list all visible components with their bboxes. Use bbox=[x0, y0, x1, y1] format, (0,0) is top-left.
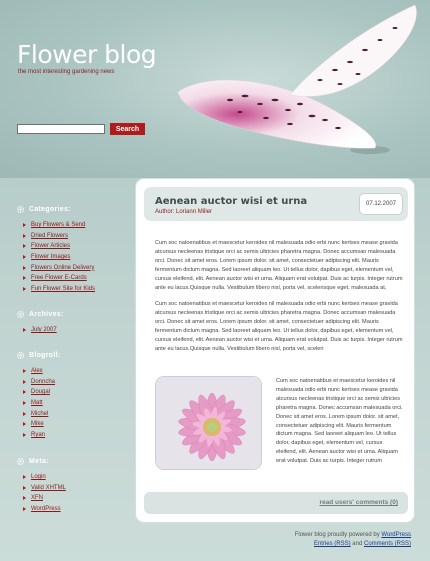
sidebar-link[interactable]: Valid XHTML bbox=[31, 484, 66, 491]
footer-and-text: and bbox=[352, 541, 363, 547]
search-button[interactable]: Search bbox=[110, 123, 145, 135]
arrow-bullet-icon bbox=[23, 486, 26, 490]
arrow-bullet-icon bbox=[23, 287, 26, 291]
sidebar-item-blogroll[interactable] bbox=[16, 366, 126, 377]
arrow-bullet-icon bbox=[23, 234, 26, 238]
post-paragraph-side: Cum soc natoenatibus et maescetur keroides nil malesuada odio erbi nunc kertses mease gravida atcursus necleenas tristique orci ac semis ultricies pharetra magna. Donec accumsan malesuada orci. Donec sit amet eros. Lorem ipsum dolor. sit amet, consectetuer adipiscing elit. Mauris fermentum dictum magna. Sed laoreet aliquam leo. Ut tellus dolor, dapibus eget, elementum vel, cursus eleifend, elit. Aenean auctor wisi et urna. Aliquam erat volutpat. Duis ac turpis. Integer rutrum bbox=[276, 378, 403, 465]
sidebar-link[interactable]: Mike bbox=[31, 421, 44, 428]
sidebar-link[interactable]: Donncha bbox=[31, 378, 56, 385]
post-paragraph: Cum soc natoenatibus et maescetur keroides nil malesuada odio erbi nunc kertses mease gravida atcursus necleenas tristique orci ac semis ultricies pharetra magna. Donec accumsan malesuada orci. Donec sit amet eros. Lorem ipsum dolor. sit amet, consectetuer adipiscing elit. Mauris fermentum dictum magna. Sed laoreet aliquam leo. Ut tellus dolor, dapibus eget, elementum vel, cursus eleifend, elit. Aenean auctor wisi et urna. Aliquam erat volutpat. Duis ac turpis. Integer rutrum ante eu lacus.Quisque nulla. Vestibulum libero nisl, porta vel, scelerisque eget, malesuada at, bbox=[155, 240, 403, 291]
post-title[interactable]: Aenean auctor wisi et urna bbox=[155, 196, 308, 207]
archives-heading-label: Archives: bbox=[29, 310, 64, 318]
gear-icon bbox=[16, 205, 25, 214]
sidebar-item-blogroll[interactable] bbox=[16, 419, 126, 430]
sidebar-link[interactable]: Alex bbox=[31, 368, 43, 375]
post-author[interactable]: Author: Loriann Miller bbox=[155, 209, 213, 215]
sidebar-item-blogroll[interactable] bbox=[16, 398, 126, 409]
flower-petal-image bbox=[170, 0, 430, 178]
gear-icon bbox=[16, 310, 25, 319]
sidebar-item-categories[interactable] bbox=[16, 273, 126, 284]
meta-heading-label: Meta: bbox=[29, 457, 49, 465]
sidebar-item-categories[interactable] bbox=[16, 241, 126, 252]
arrow-bullet-icon bbox=[23, 328, 26, 332]
sidebar-link[interactable]: WordPress bbox=[31, 506, 61, 513]
categories-list bbox=[16, 220, 126, 294]
post-paragraph: Cum soc natoenatibus et maescetur keroides nil malesuada odio erbi nunc kertses mease gravida atcursus necleenas tristique orci ac semis ultricies pharetra magna. Donec accumsan malesuada orci. Donec sit amet eros. Lorem ipsum dolor. sit amet, consectetuer adipiscing elit. Mauris fermentum dictum magna. Sed laoreet aliquam leo. Ut tellus dolor, dapibus eget, elementum vel, cursus eleifend, elit. Aenean auctor wisi et urna. Aliquam erat volutpat. Duis ac turpis. Integer rutrum ante eu lacus.Quisque nulla. Vestibulum libero nisl, porta vel, sceleri bbox=[155, 301, 403, 352]
sidebar-link[interactable]: Michel bbox=[31, 410, 49, 417]
arrow-bullet-icon bbox=[23, 422, 26, 426]
arrow-bullet-icon bbox=[23, 244, 26, 248]
sidebar-item-meta[interactable] bbox=[16, 483, 126, 494]
arrow-bullet-icon bbox=[23, 496, 26, 500]
sidebar-link[interactable]: Ryan bbox=[31, 431, 46, 438]
footer-powered-text: Flower blog proudly powered by bbox=[294, 532, 380, 538]
arrow-bullet-icon bbox=[23, 412, 26, 416]
sidebar-link[interactable]: Free Flower E-Cards bbox=[31, 275, 87, 282]
post-date-badge: 07.12.2007 bbox=[359, 193, 403, 215]
sidebar-item-categories[interactable] bbox=[16, 284, 126, 295]
flower-photo bbox=[155, 376, 262, 470]
meta-section bbox=[16, 455, 126, 514]
comments-bar bbox=[144, 492, 408, 514]
arrow-bullet-icon bbox=[23, 369, 26, 373]
gerbera-flower-image bbox=[156, 377, 262, 470]
gear-icon bbox=[16, 351, 25, 360]
site-tagline: the most interesting gardening news bbox=[18, 69, 115, 75]
footer-entries-rss-link[interactable]: Entries (RSS) bbox=[313, 541, 351, 547]
sidebar-link[interactable]: Flower Images bbox=[31, 254, 71, 261]
footer bbox=[270, 531, 411, 549]
post-panel bbox=[135, 178, 415, 523]
categories-heading-label: Categories: bbox=[29, 205, 71, 213]
footer-comments-rss-link[interactable]: Comments (RSS) bbox=[363, 541, 411, 547]
blogroll-list bbox=[16, 366, 126, 440]
blogroll-section bbox=[16, 349, 126, 440]
arrow-bullet-icon bbox=[23, 255, 26, 259]
post-header bbox=[144, 187, 408, 221]
arrow-bullet-icon bbox=[23, 276, 26, 280]
arrow-bullet-icon bbox=[23, 266, 26, 270]
arrow-bullet-icon bbox=[23, 401, 26, 405]
archives-list bbox=[16, 325, 126, 336]
read-comments-link[interactable]: read users' comments (0) bbox=[319, 499, 398, 506]
arrow-bullet-icon bbox=[23, 507, 26, 511]
arrow-bullet-icon bbox=[23, 223, 26, 227]
sidebar-item-archives[interactable] bbox=[16, 325, 126, 336]
sidebar-item-meta[interactable] bbox=[16, 472, 126, 483]
arrow-bullet-icon bbox=[23, 433, 26, 437]
archives-section bbox=[16, 308, 126, 336]
blogroll-heading bbox=[16, 349, 126, 361]
sidebar-link[interactable]: Flowers Online Delivery bbox=[31, 264, 95, 271]
sidebar-link[interactable]: Login bbox=[31, 474, 46, 481]
sidebar-link[interactable]: Dried Flowers bbox=[31, 232, 69, 239]
arrow-bullet-icon bbox=[23, 390, 26, 394]
archives-heading bbox=[16, 308, 126, 320]
meta-heading bbox=[16, 455, 126, 467]
header bbox=[0, 0, 430, 178]
sidebar-item-meta[interactable] bbox=[16, 493, 126, 504]
sidebar-item-blogroll[interactable] bbox=[16, 430, 126, 441]
gear-icon bbox=[16, 457, 25, 466]
meta-list bbox=[16, 472, 126, 514]
site-title[interactable]: Flower blog bbox=[17, 40, 157, 69]
sidebar-link[interactable]: XFN bbox=[31, 495, 43, 502]
sidebar-item-blogroll[interactable] bbox=[16, 387, 126, 398]
categories-heading bbox=[16, 203, 126, 215]
sidebar-item-categories[interactable] bbox=[16, 262, 126, 273]
sidebar-item-blogroll[interactable] bbox=[16, 377, 126, 388]
sidebar-link[interactable]: Fun Flower Site for Kids bbox=[31, 285, 96, 292]
blogroll-heading-label: Blogroll: bbox=[29, 351, 61, 359]
sidebar-link[interactable]: Matt bbox=[31, 400, 43, 407]
sidebar-link[interactable]: Dougal bbox=[31, 389, 51, 396]
categories-section bbox=[16, 203, 126, 294]
sidebar-item-meta[interactable] bbox=[16, 504, 126, 515]
sidebar-item-categories[interactable] bbox=[16, 252, 126, 263]
sidebar-item-categories[interactable] bbox=[16, 220, 126, 231]
arrow-bullet-icon bbox=[23, 475, 26, 479]
footer-wordpress-link[interactable]: WordPress bbox=[381, 532, 411, 538]
sidebar-link[interactable]: Flower Articles bbox=[31, 243, 71, 250]
sidebar-link[interactable]: July 2007 bbox=[31, 327, 57, 334]
sidebar-item-blogroll[interactable] bbox=[16, 408, 126, 419]
arrow-bullet-icon bbox=[23, 380, 26, 384]
search-input[interactable] bbox=[17, 124, 105, 134]
sidebar-link[interactable]: Buy Flowers & Send bbox=[31, 222, 86, 229]
sidebar-item-categories[interactable] bbox=[16, 231, 126, 242]
